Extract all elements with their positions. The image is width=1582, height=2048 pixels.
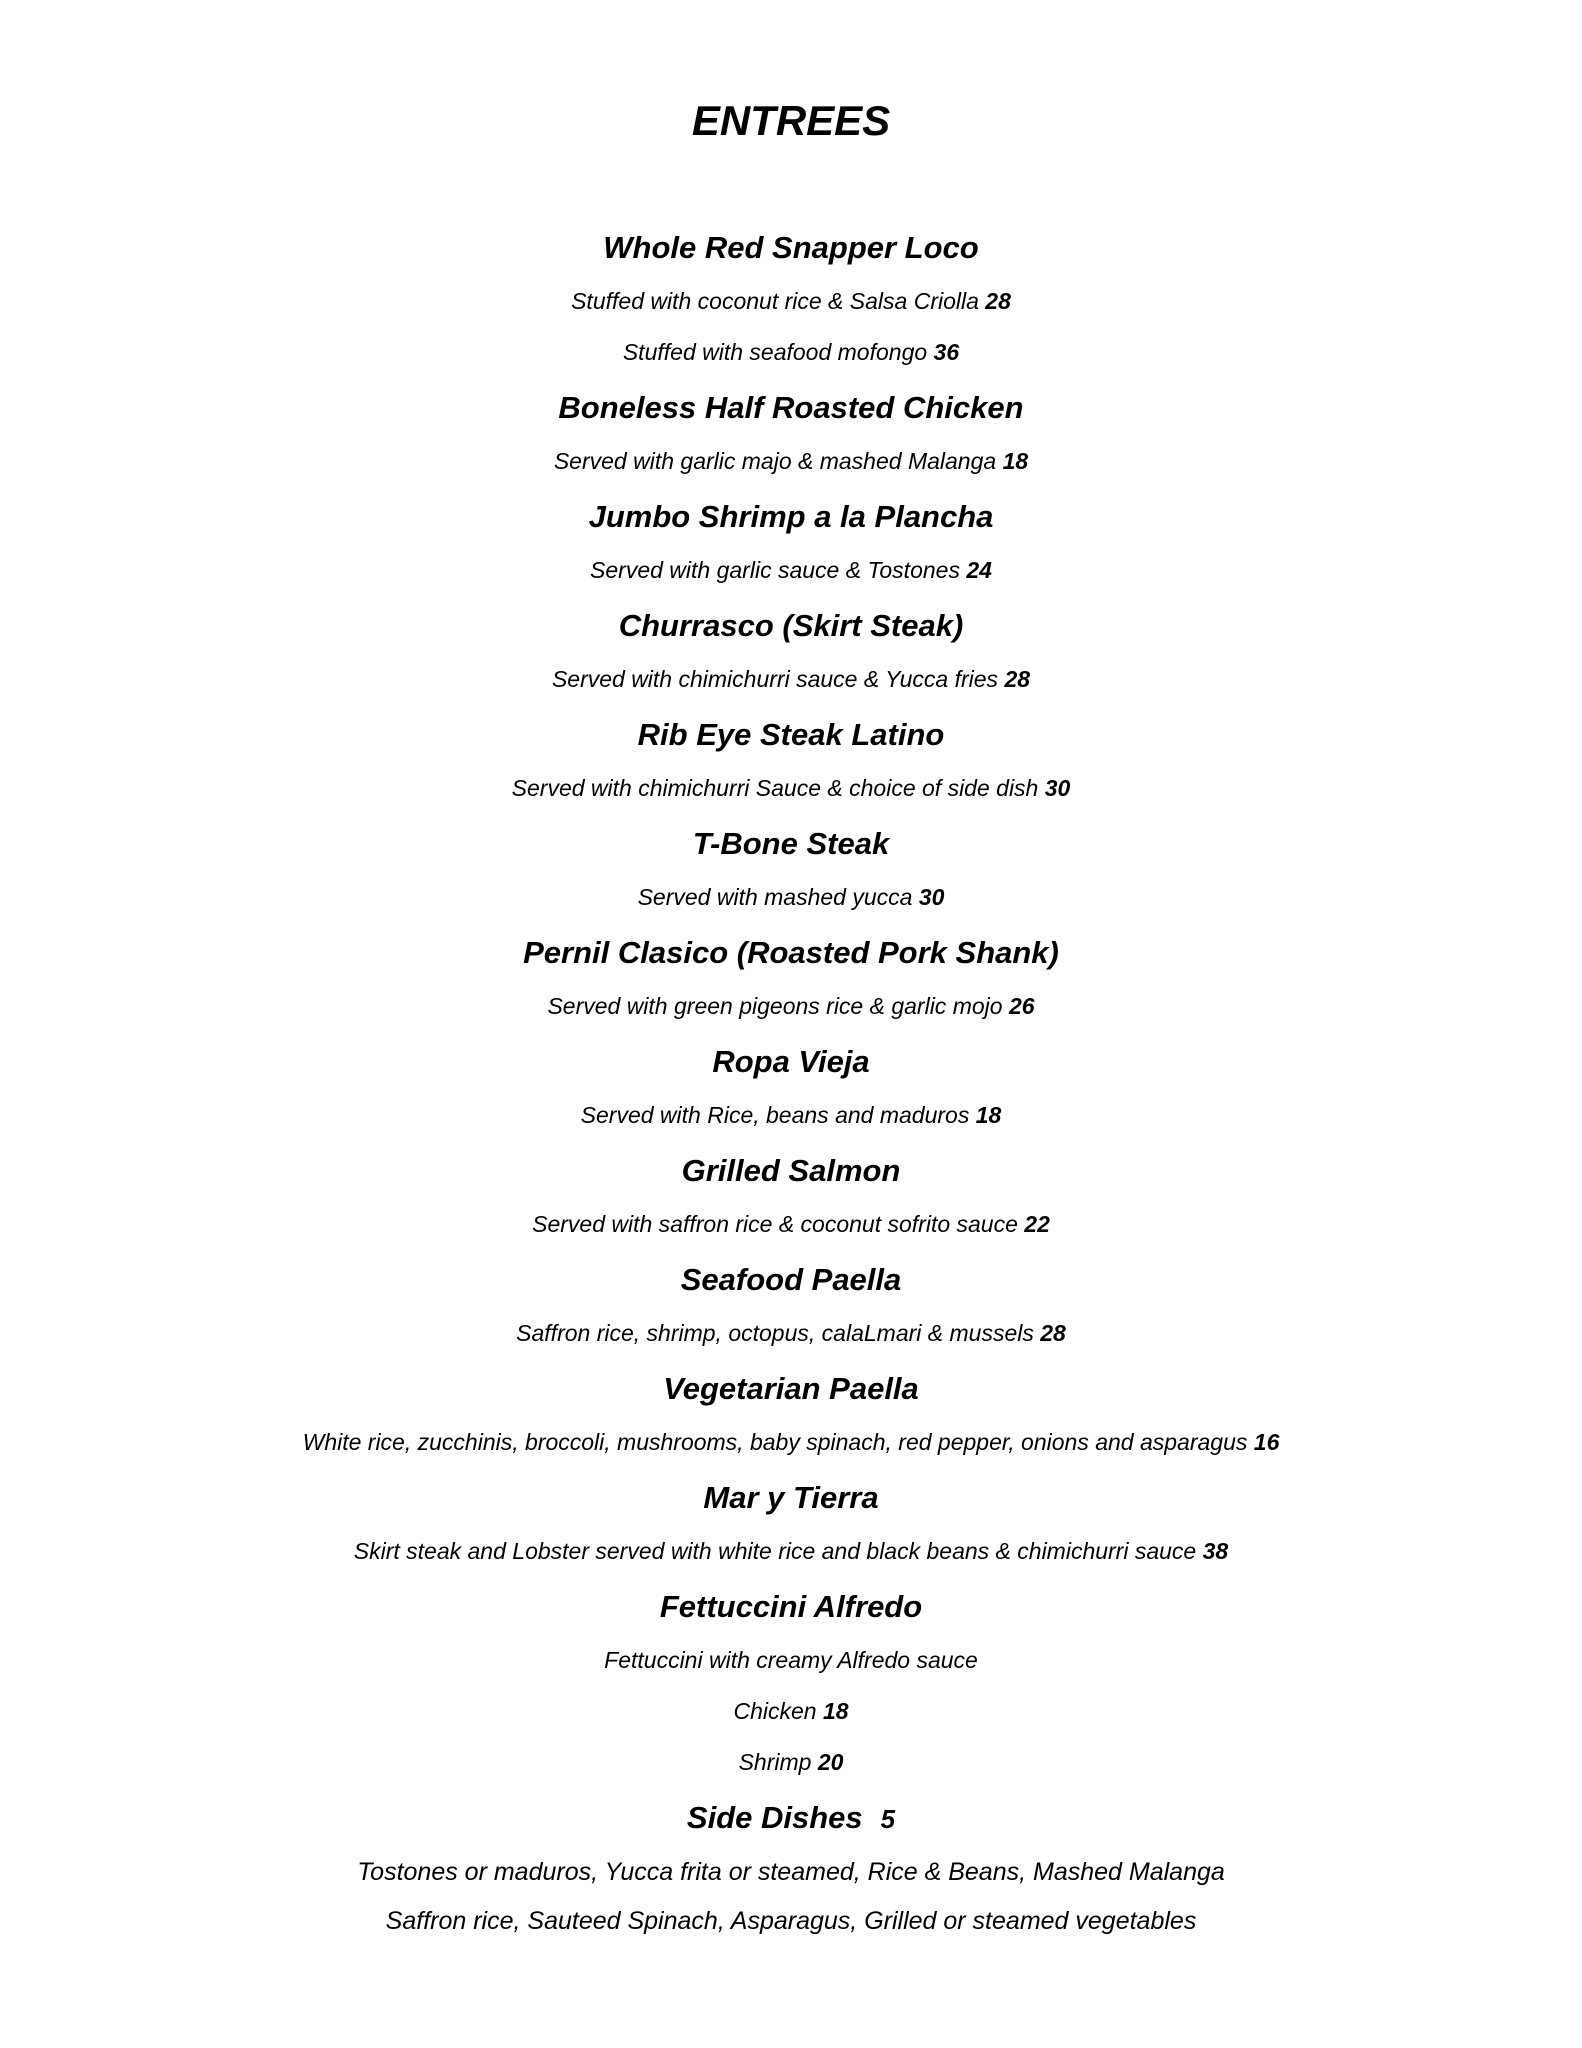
dish-description [0, 1540, 1582, 1563]
dish-name-ropa-vieja: Ropa Vieja [712, 1044, 870, 1079]
price: 30 [1044, 775, 1071, 801]
price: 18 [822, 1698, 849, 1724]
description-text: Shrimp [738, 1749, 812, 1775]
side-dishes-price: 5 [880, 1804, 896, 1834]
dish-name-pernil-clasico-roasted-pork-shank: Pernil Clasico (Roasted Pork Shank) [523, 935, 1059, 970]
description-text: Skirt steak and Lobster served with white rice and black beans & chimichurri sauce [353, 1538, 1197, 1564]
side-dishes-label: Side Dishes [686, 1800, 863, 1835]
side-dishes-line: Tostones or maduros, Yucca frita or steamed, Rice & Beans, Mashed Malanga [357, 1858, 1225, 1886]
description-text: Served with garlic sauce & Tostones [590, 557, 960, 583]
description-text: Served with saffron rice & coconut sofrito sauce [532, 1211, 1018, 1237]
price: 36 [933, 339, 960, 365]
dish-name-vegetarian-paella: Vegetarian Paella [663, 1371, 919, 1406]
description-text: Served with mashed yucca [637, 884, 913, 910]
dish-name-grilled-salmon: Grilled Salmon [681, 1153, 901, 1188]
price: 28 [1004, 666, 1031, 692]
dish-name-boneless-half-roasted-chicken: Boneless Half Roasted Chicken [558, 390, 1024, 425]
side-dishes-heading [0, 1802, 1582, 1833]
dish-description [0, 290, 1582, 313]
description-text: Served with Rice, beans and maduros [580, 1102, 970, 1128]
dish-description [0, 886, 1582, 909]
description-text: Served with chimichurri sauce & Yucca fries [551, 666, 999, 692]
price: 38 [1202, 1538, 1229, 1564]
dish-description [0, 668, 1582, 691]
dish-description [0, 450, 1582, 473]
description-text: Served with garlic majo & mashed Malanga [553, 448, 997, 474]
description-text: Stuffed with coconut rice & Salsa Criolla [571, 288, 979, 314]
description-text: Stuffed with seafood mofongo [622, 339, 928, 365]
dish-name-seafood-paella: Seafood Paella [680, 1262, 902, 1297]
price: 26 [1008, 993, 1035, 1019]
dish-description [0, 995, 1582, 1018]
description-text: Served with chimichurri Sauce & choice of side dish [511, 775, 1039, 801]
price: 16 [1253, 1429, 1280, 1455]
price: 28 [1040, 1320, 1066, 1346]
dish-description [0, 1649, 1582, 1672]
side-dishes-line: Saffron rice, Sauteed Spinach, Asparagus, Grilled or steamed vegetables [385, 1907, 1197, 1935]
description-text: Chicken [733, 1698, 817, 1724]
dish-description [0, 1700, 1582, 1723]
price: 20 [817, 1749, 844, 1775]
dish-name-mar-y-tierra: Mar y Tierra [703, 1480, 879, 1515]
price: 28 [985, 288, 1011, 314]
dish-name-t-bone-steak: T-Bone Steak [692, 826, 890, 861]
dish-description [0, 559, 1582, 582]
dish-description [0, 1751, 1582, 1774]
page-title: ENTREES [691, 97, 891, 144]
dish-name-fettuccini-alfredo: Fettuccini Alfredo [659, 1589, 923, 1624]
dish-name-jumbo-shrimp-a-la-plancha: Jumbo Shrimp a la Plancha [588, 499, 994, 534]
price: 30 [918, 884, 945, 910]
description-text: Saffron rice, shrimp, octopus, calaLmari & mussels [516, 1320, 1034, 1346]
dish-description [0, 341, 1582, 364]
dish-name-churrasco-skirt-steak: Churrasco (Skirt Steak) [618, 608, 964, 643]
dish-description [0, 777, 1582, 800]
dish-name-whole-red-snapper-loco: Whole Red Snapper Loco [603, 230, 979, 265]
dish-name-rib-eye-steak-latino: Rib Eye Steak Latino [637, 717, 945, 752]
dish-description [0, 1431, 1582, 1454]
dish-description [0, 1213, 1582, 1236]
price: 22 [1024, 1211, 1050, 1237]
description-text: Fettuccini with creamy Alfredo sauce [604, 1647, 978, 1673]
dish-description [0, 1104, 1582, 1127]
price: 24 [966, 557, 992, 583]
dish-description [0, 1322, 1582, 1345]
price: 18 [1002, 448, 1029, 474]
price: 18 [975, 1102, 1002, 1128]
description-text: Served with green pigeons rice & garlic mojo [547, 993, 1003, 1019]
description-text: White rice, zucchinis, broccoli, mushrooms, baby spinach, red pepper, onions and asparagus [302, 1429, 1248, 1455]
